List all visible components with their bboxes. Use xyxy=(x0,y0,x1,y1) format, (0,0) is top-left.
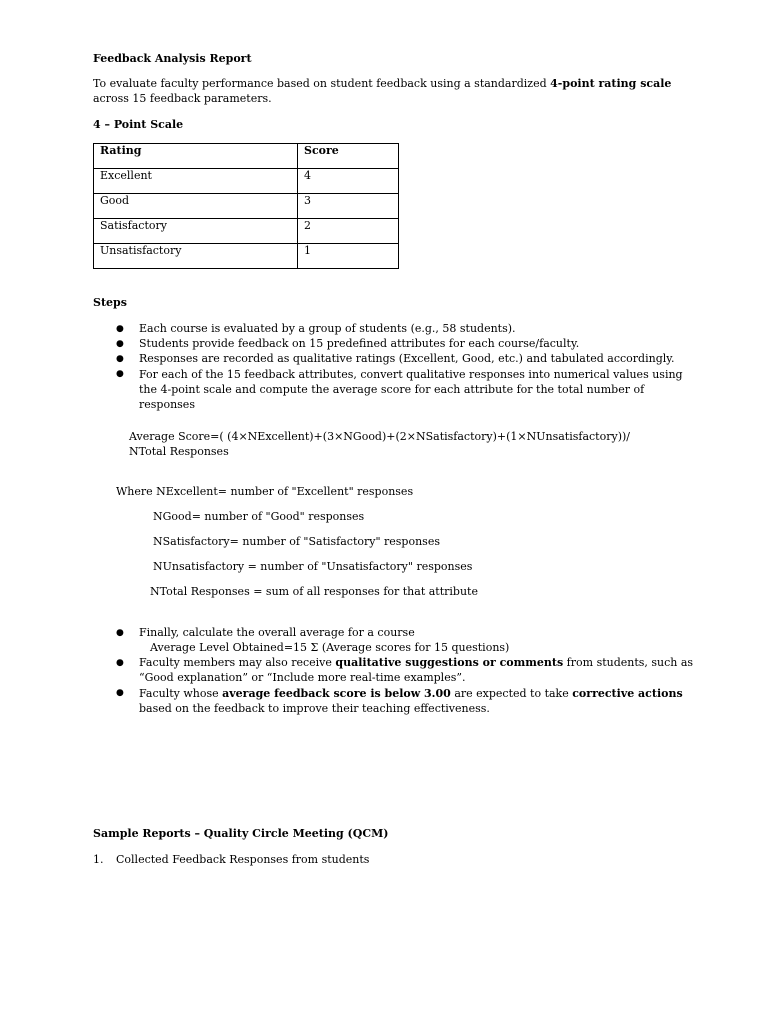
bullet-icon: ● xyxy=(116,354,124,364)
step-item-line: the 4-point scale and compute the average score for each attribute for the total number of xyxy=(139,383,645,396)
final-item-line xyxy=(139,687,683,700)
bullet-icon: ● xyxy=(116,339,124,349)
table-cell: 3 xyxy=(298,194,399,219)
table-header-cell: Score xyxy=(298,144,399,169)
final-item-text: Faculty whose xyxy=(139,687,223,700)
table-header-row xyxy=(94,144,399,169)
final-item-text: are expected to take xyxy=(450,687,573,700)
step-item: Students provide feedback on 15 predefined attributes for each course/faculty. xyxy=(139,337,580,350)
final-item-text: Faculty members may also receive xyxy=(139,656,336,669)
final-item-bold-text: corrective actions xyxy=(572,687,683,700)
bullet-icon: ● xyxy=(116,324,124,334)
step-item: Each course is evaluated by a group of students (e.g., 58 students). xyxy=(139,322,516,335)
final-item-line: “Good explanation” or “Include more real-time examples”. xyxy=(139,671,466,684)
final-item-line xyxy=(139,656,693,669)
numbered-item-number: 1. xyxy=(93,853,104,866)
report-title: Feedback Analysis Report xyxy=(93,52,252,65)
step-item: Responses are recorded as qualitative ratings (Excellent, Good, etc.) and tabulated accordingly. xyxy=(139,352,675,365)
table-row xyxy=(94,194,399,219)
numbered-item-text: Collected Feedback Responses from students xyxy=(116,853,370,866)
final-item-text: from students, such as xyxy=(563,656,694,669)
table-row xyxy=(94,244,399,269)
final-item-line: Average Level Obtained=15 Σ (Average scores for 15 questions) xyxy=(150,641,510,654)
scale-heading: 4 – Point Scale xyxy=(93,118,184,131)
sample-reports-heading: Sample Reports – Quality Circle Meeting (QCM) xyxy=(93,827,389,840)
formula-line-2: NTotal Responses xyxy=(129,445,229,458)
definition-line: NGood= number of "Good" responses xyxy=(153,510,365,523)
table-cell: 1 xyxy=(298,244,399,269)
definition-line: NSatisfactory= number of "Satisfactory" responses xyxy=(153,535,440,548)
definition-line: NTotal Responses = sum of all responses for that attribute xyxy=(150,585,478,598)
table-cell: Satisfactory xyxy=(94,219,298,244)
rating-scale-table xyxy=(93,143,399,269)
step-item-line: For each of the 15 feedback attributes, convert qualitative responses into numerical values using xyxy=(139,368,683,381)
final-item-line: Finally, calculate the overall average for a course xyxy=(139,626,415,639)
intro-bold-text: 4-point rating scale xyxy=(550,77,672,90)
bullet-icon: ● xyxy=(116,369,124,379)
step-item-line: responses xyxy=(139,398,195,411)
final-item-bold-text: qualitative suggestions or comments xyxy=(335,656,564,669)
bullet-icon: ● xyxy=(116,628,124,638)
formula-line-1: Average Score=( (4×NExcellent)+(3×NGood)+(2×NSatisfactory)+(1×NUnsatisfactory))/ xyxy=(129,430,630,443)
table-row xyxy=(94,169,399,194)
table-cell: Unsatisfactory xyxy=(94,244,298,269)
table-cell: Excellent xyxy=(94,169,298,194)
steps-heading: Steps xyxy=(93,296,127,309)
intro-line-1 xyxy=(93,77,671,90)
definition-line: NUnsatisfactory = number of "Unsatisfactory" responses xyxy=(153,560,473,573)
table-cell: 2 xyxy=(298,219,399,244)
intro-text: To evaluate faculty performance based on student feedback using a standardized xyxy=(93,77,551,90)
definition-line: Where NExcellent= number of "Excellent" responses xyxy=(116,485,414,498)
intro-line-2: across 15 feedback parameters. xyxy=(93,92,272,105)
bullet-icon: ● xyxy=(116,688,124,698)
final-item-line: based on the feedback to improve their teaching effectiveness. xyxy=(139,702,490,715)
final-item-bold-text: average feedback score is below 3.00 xyxy=(222,687,451,700)
table-header-cell: Rating xyxy=(94,144,298,169)
bullet-icon: ● xyxy=(116,658,124,668)
table-cell: Good xyxy=(94,194,298,219)
table-cell: 4 xyxy=(298,169,399,194)
table-row xyxy=(94,219,399,244)
